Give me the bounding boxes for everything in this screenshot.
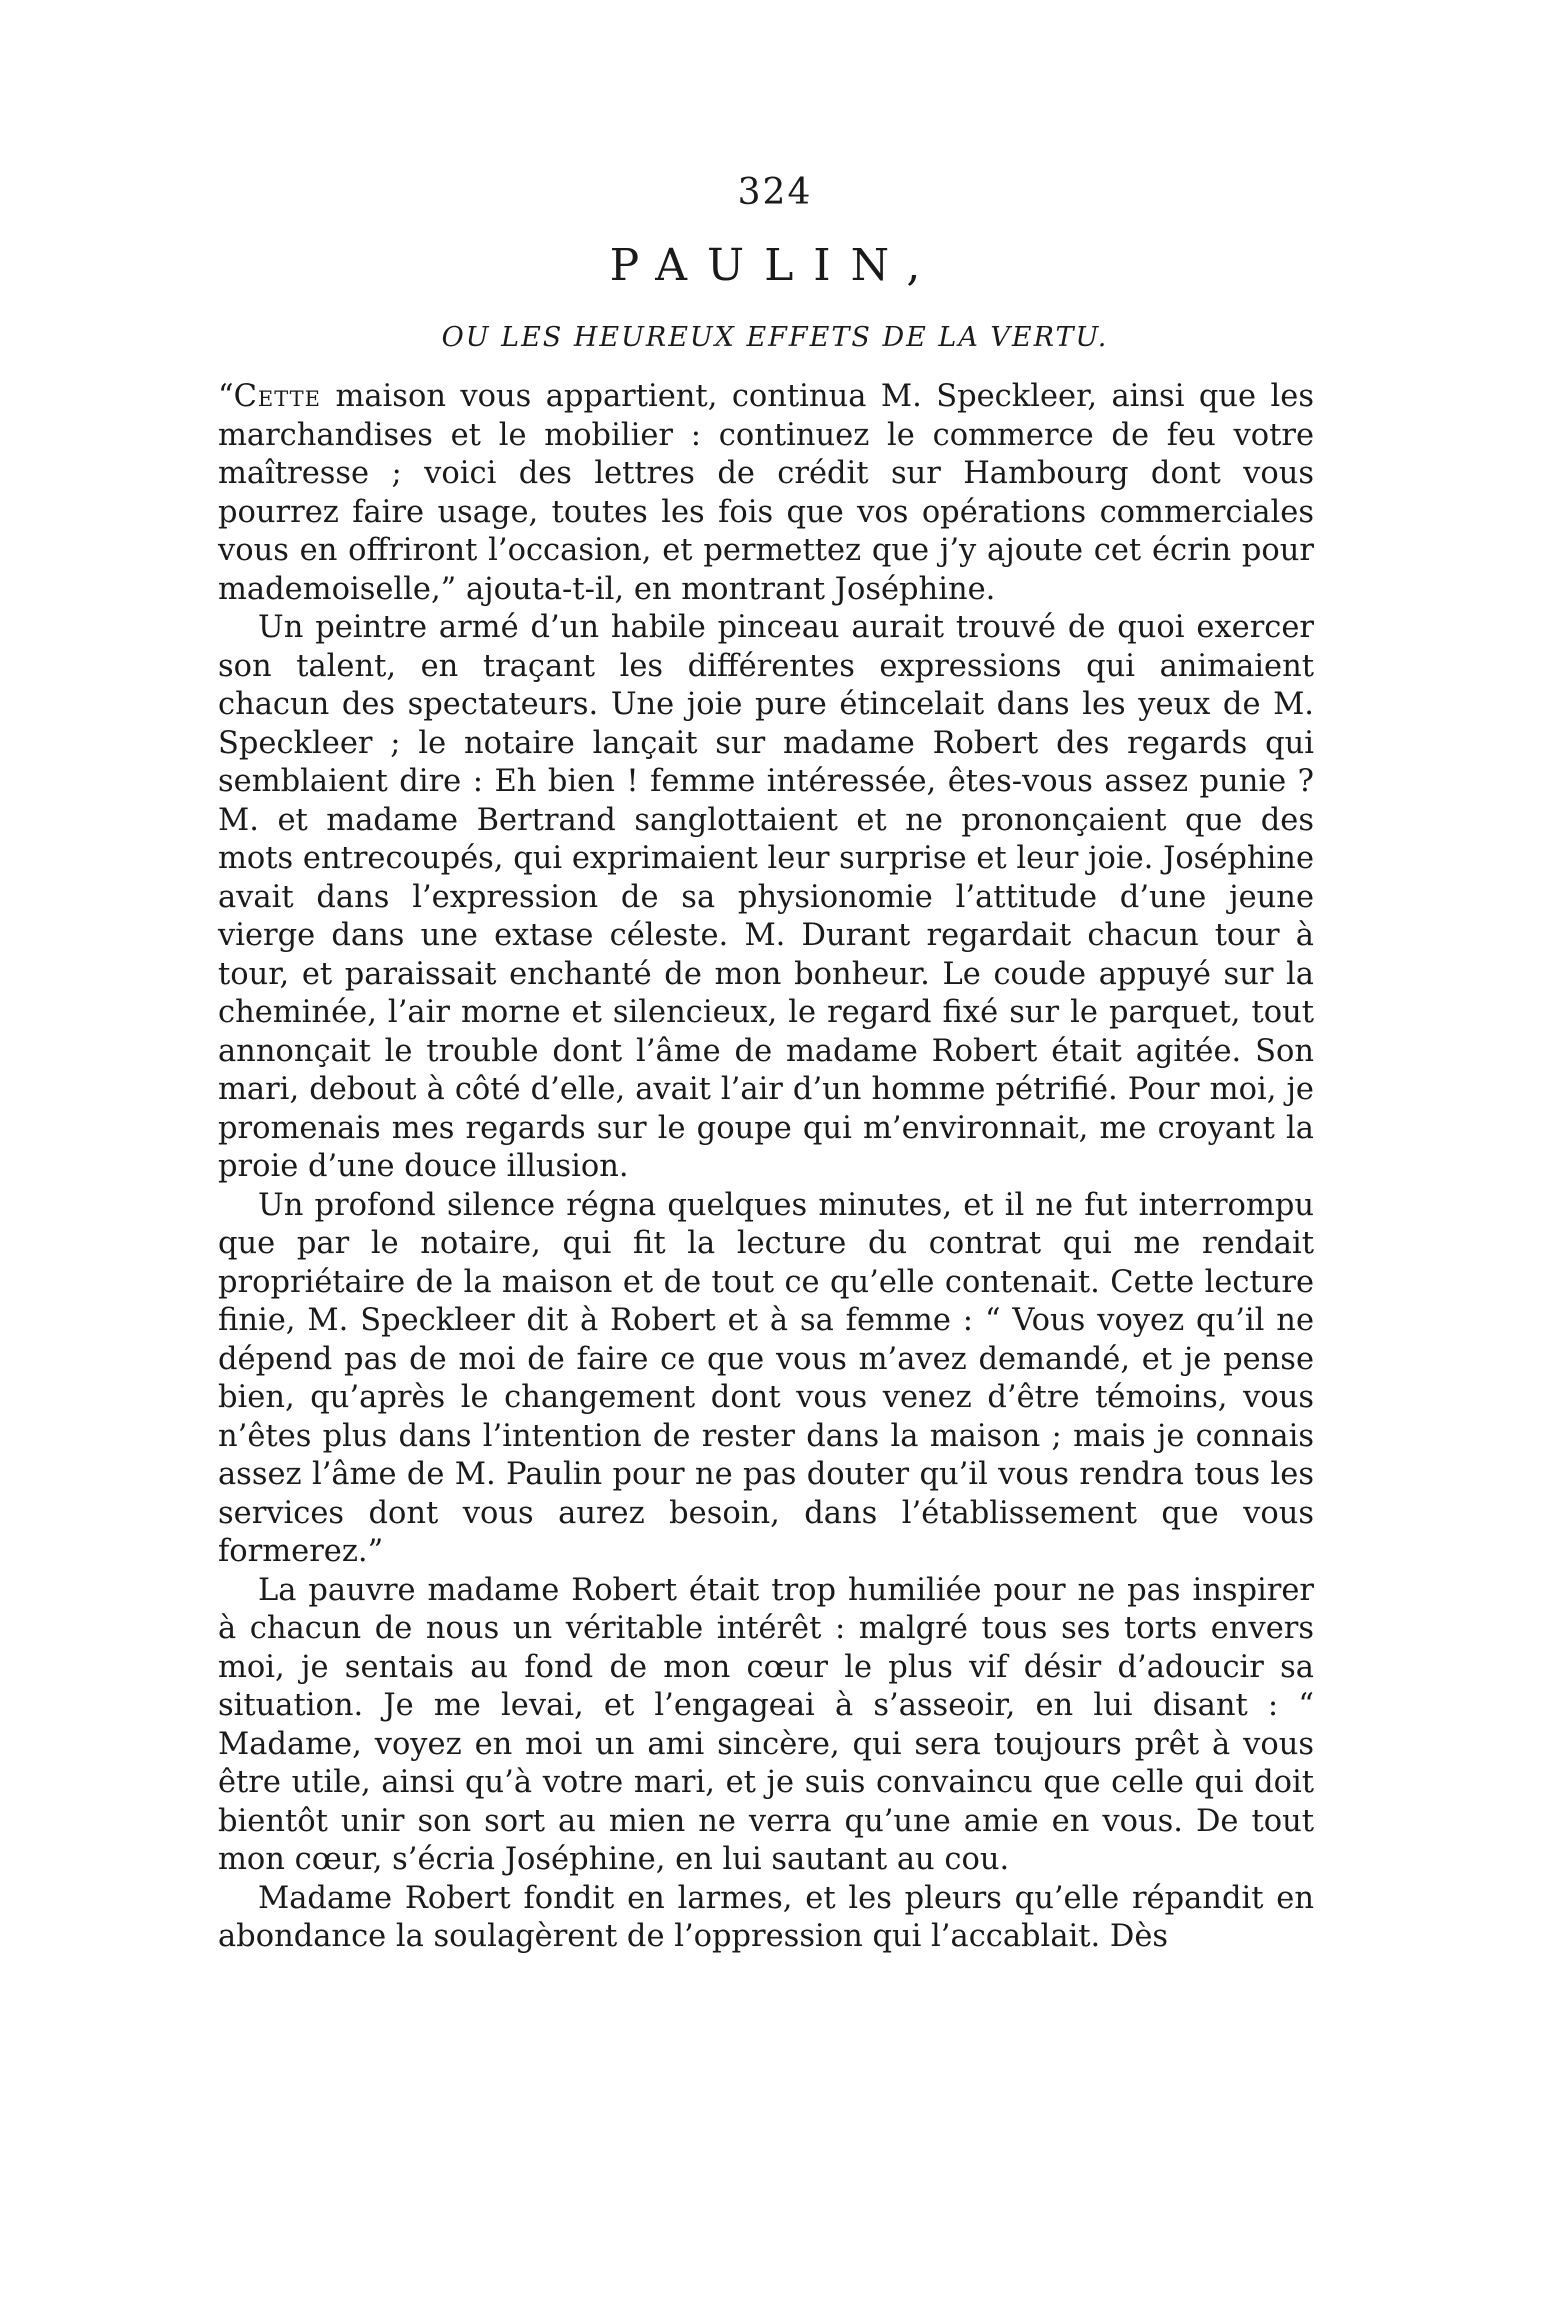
paragraph-1: [218, 378, 1314, 609]
body-text: [218, 378, 1314, 1957]
paragraph-3: Un profond silence régna quelques minutes, et il ne fut interrompu que par le notaire, qui fit la lecture du contrat qui me rendait propriétaire de la maison et de tout ce qu’elle contenait. Cette lecture finie, M. Speckleer dit à Robert et à sa femme : “ Vous voyez qu’il ne dépend pas de moi de faire ce que vous m’avez demandé, et je pense bien, qu’après le changement dont vous venez d’être témoins, vous n’êtes plus dans l’intention de rester dans la maison ; mais je connais assez l’âme de M. Paulin pour ne pas douter qu’il vous rendra tous les services dont vous aurez besoin, dans l’établissement que vous formerez.”: [218, 1187, 1314, 1569]
paragraph-4: La pauvre madame Robert était trop humiliée pour ne pas inspirer à chacun de nous un véritable intérêt : malgré tous ses torts envers moi, je sentais au fond de mon cœur le plus vif désir d’adoucir sa situation. Je me levai, et l’engageai à s’asseoir, en lui disant : “ Madame, voyez en moi un ami sincère, qui sera toujours prêt à vous être utile, ainsi qu’à votre mari, et je suis convaincu que celle qui doit bientôt unir son sort au mien ne verra qu’une amie en vous. De tout mon cœur, s’écria Joséphine, en lui sautant au cou.: [218, 1572, 1314, 1877]
paragraph-5: Madame Robert fondit en larmes, et les pleurs qu’elle répandit en abondance la soulagèrent de l’oppression qui l’accablait. Dès: [218, 1880, 1314, 1954]
chapter-title: PAULIN,: [609, 240, 941, 291]
paragraph-2: Un peintre armé d’un habile pinceau aurait trouvé de quoi exercer son talent, en traçant les différentes expressions qui animaient chacun des spectateurs. Une joie pure étincelait dans les yeux de M. Speckleer ; le notaire lançait sur madame Robert des regards qui semblaient dire : Eh bien ! femme intéressée, êtes-vous assez punie ? M. et madame Bertrand sanglottaient et ne prononçaient que des mots entrecoupés, qui exprimaient leur surprise et leur joie. Joséphine avait dans l’expression de sa physionomie l’attitude d’une jeune vierge dans une extase céleste. M. Durant regardait chacun tour à tour, et paraissait enchanté de mon bonheur. Le coude appuyé sur la cheminée, l’air morne et silencieux, le regard fixé sur le parquet, tout annonçait le trouble dont l’âme de madame Robert était agitée. Son mari, debout à côté d’elle, avait l’air d’un homme pétrifié. Pour moi, je promenais mes regards sur le goupe qui m’environnait, me croyant la proie d’une douce illusion.: [218, 610, 1314, 1184]
opening-quote: “: [218, 379, 234, 414]
paragraph-1-text: maison vous appartient, continua M. Speckleer, ainsi que les marchandises et le mobilier : continuez le commerce de feu votre maîtresse ; voici des lettres de crédit sur Hambourg dont vous pourrez faire usage, toutes les fois que vos opérations commerciales vous en offriront l’occasion, et permettez que j’y ajoute cet écrin pour mademoiselle,” ajouta-t-il, en montrant Joséphine.: [218, 379, 1314, 607]
page-number: 324: [737, 172, 813, 213]
chapter-subtitle: OU LES HEUREUX EFFETS DE LA VERTU.: [441, 322, 1109, 353]
lead-word: Cette: [233, 379, 321, 414]
